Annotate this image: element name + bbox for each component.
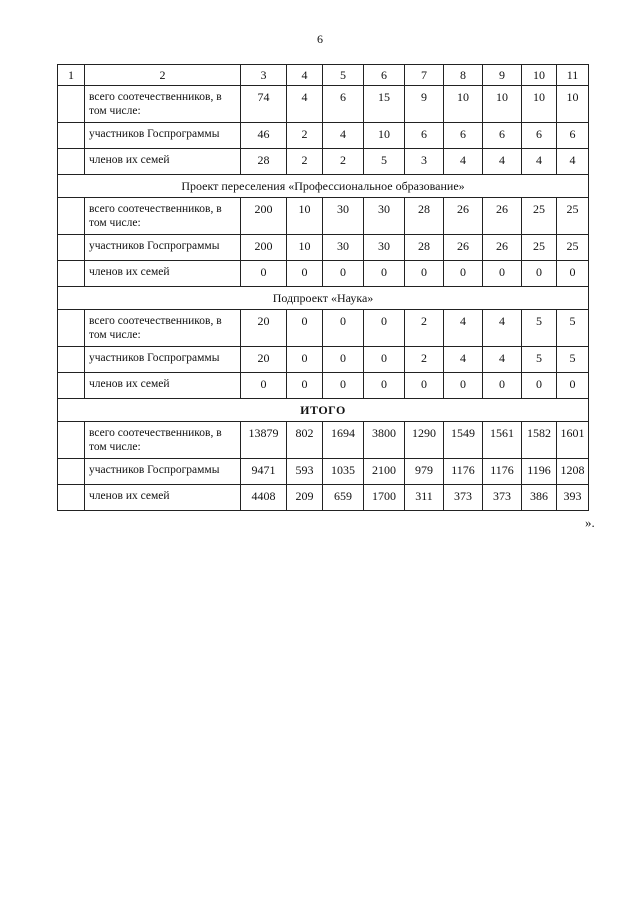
value-cell: 74 — [241, 86, 287, 123]
value-cell: 1176 — [483, 459, 522, 485]
value-cell: 4 — [444, 347, 483, 373]
value-cell: 0 — [444, 373, 483, 399]
table-row — [58, 485, 589, 511]
row-label: участников Госпрограммы — [85, 123, 241, 149]
value-cell: 0 — [444, 261, 483, 287]
value-cell: 1561 — [483, 422, 522, 459]
value-cell: 0 — [522, 261, 557, 287]
value-cell: 4 — [557, 149, 589, 175]
value-cell: 28 — [405, 235, 444, 261]
value-cell: 311 — [405, 485, 444, 511]
value-cell: 386 — [522, 485, 557, 511]
value-cell: 26 — [483, 235, 522, 261]
header-row — [58, 65, 589, 86]
value-cell: 0 — [405, 261, 444, 287]
value-cell: 593 — [287, 459, 323, 485]
value-cell: 2 — [323, 149, 364, 175]
value-cell: 0 — [323, 347, 364, 373]
value-cell: 5 — [364, 149, 405, 175]
value-cell: 10 — [287, 198, 323, 235]
value-cell: 2 — [405, 347, 444, 373]
row-label: всего соотечественников, в том числе: — [85, 198, 241, 235]
value-cell: 6 — [444, 123, 483, 149]
value-cell: 10 — [522, 86, 557, 123]
value-cell: 4 — [522, 149, 557, 175]
value-cell: 0 — [323, 373, 364, 399]
table-row — [58, 198, 589, 235]
value-cell: 25 — [522, 235, 557, 261]
row-label: членов их семей — [85, 485, 241, 511]
index-cell — [58, 86, 85, 123]
value-cell: 3800 — [364, 422, 405, 459]
header-cell: 5 — [323, 65, 364, 86]
index-cell — [58, 198, 85, 235]
table-row — [58, 261, 589, 287]
value-cell: 0 — [287, 310, 323, 347]
row-label: участников Госпрограммы — [85, 235, 241, 261]
row-label: членов их семей — [85, 149, 241, 175]
row-label: участников Госпрограммы — [85, 347, 241, 373]
value-cell: 46 — [241, 123, 287, 149]
header-cell: 11 — [557, 65, 589, 86]
table-body — [58, 65, 589, 511]
value-cell: 20 — [241, 347, 287, 373]
value-cell: 3 — [405, 149, 444, 175]
header-cell: 6 — [364, 65, 405, 86]
value-cell: 0 — [483, 261, 522, 287]
value-cell: 30 — [364, 198, 405, 235]
value-cell: 1549 — [444, 422, 483, 459]
value-cell: 4408 — [241, 485, 287, 511]
value-cell: 1176 — [444, 459, 483, 485]
value-cell: 20 — [241, 310, 287, 347]
value-cell: 200 — [241, 235, 287, 261]
value-cell: 6 — [405, 123, 444, 149]
value-cell: 1601 — [557, 422, 589, 459]
value-cell: 13879 — [241, 422, 287, 459]
value-cell: 10 — [557, 86, 589, 123]
row-label: всего соотечественников, в том числе: — [85, 310, 241, 347]
value-cell: 393 — [557, 485, 589, 511]
value-cell: 4 — [483, 149, 522, 175]
value-cell: 6 — [323, 86, 364, 123]
value-cell: 0 — [557, 373, 589, 399]
header-cell: 1 — [58, 65, 85, 86]
value-cell: 5 — [557, 347, 589, 373]
section-title: Подпроект «Наука» — [58, 287, 589, 310]
value-cell: 6 — [557, 123, 589, 149]
value-cell: 0 — [364, 310, 405, 347]
value-cell: 5 — [557, 310, 589, 347]
value-cell: 0 — [364, 261, 405, 287]
value-cell: 2 — [405, 310, 444, 347]
value-cell: 0 — [364, 347, 405, 373]
index-cell — [58, 235, 85, 261]
value-cell: 802 — [287, 422, 323, 459]
value-cell: 28 — [405, 198, 444, 235]
value-cell: 4 — [323, 123, 364, 149]
closing-quote-mark: ». — [585, 515, 595, 530]
value-cell: 15 — [364, 86, 405, 123]
page-number: 6 — [317, 32, 323, 46]
row-label: членов их семей — [85, 261, 241, 287]
value-cell: 4 — [483, 347, 522, 373]
table-row — [58, 149, 589, 175]
value-cell: 0 — [241, 261, 287, 287]
value-cell: 200 — [241, 198, 287, 235]
value-cell: 1196 — [522, 459, 557, 485]
section-title: ИТОГО — [58, 399, 589, 422]
table-row — [58, 459, 589, 485]
row-label: участников Госпрограммы — [85, 459, 241, 485]
table-row — [58, 123, 589, 149]
value-cell: 373 — [483, 485, 522, 511]
value-cell: 373 — [444, 485, 483, 511]
value-cell: 4 — [287, 86, 323, 123]
value-cell: 4 — [483, 310, 522, 347]
value-cell: 28 — [241, 149, 287, 175]
value-cell: 26 — [444, 198, 483, 235]
index-cell — [58, 422, 85, 459]
value-cell: 1035 — [323, 459, 364, 485]
value-cell: 5 — [522, 347, 557, 373]
value-cell: 1694 — [323, 422, 364, 459]
value-cell: 0 — [522, 373, 557, 399]
value-cell: 25 — [522, 198, 557, 235]
value-cell: 4 — [444, 149, 483, 175]
row-label: членов их семей — [85, 373, 241, 399]
index-cell — [58, 261, 85, 287]
index-cell — [58, 123, 85, 149]
header-cell: 10 — [522, 65, 557, 86]
value-cell: 10 — [364, 123, 405, 149]
value-cell: 2 — [287, 123, 323, 149]
value-cell: 26 — [444, 235, 483, 261]
value-cell: 2 — [287, 149, 323, 175]
value-cell: 6 — [483, 123, 522, 149]
index-cell — [58, 373, 85, 399]
header-cell: 9 — [483, 65, 522, 86]
table-row — [58, 310, 589, 347]
value-cell: 1700 — [364, 485, 405, 511]
value-cell: 0 — [241, 373, 287, 399]
value-cell: 0 — [287, 261, 323, 287]
table-row — [58, 422, 589, 459]
value-cell: 0 — [483, 373, 522, 399]
value-cell: 0 — [287, 347, 323, 373]
section-title-row — [58, 287, 589, 310]
row-label: всего соотечественников, в том числе: — [85, 422, 241, 459]
section-title-row — [58, 175, 589, 198]
header-cell: 3 — [241, 65, 287, 86]
value-cell: 6 — [522, 123, 557, 149]
value-cell: 25 — [557, 198, 589, 235]
value-cell: 30 — [323, 198, 364, 235]
value-cell: 30 — [323, 235, 364, 261]
value-cell: 26 — [483, 198, 522, 235]
value-cell: 0 — [323, 261, 364, 287]
value-cell: 1208 — [557, 459, 589, 485]
value-cell: 2100 — [364, 459, 405, 485]
value-cell: 0 — [557, 261, 589, 287]
data-table — [57, 64, 589, 511]
table-row — [58, 373, 589, 399]
value-cell: 0 — [364, 373, 405, 399]
value-cell: 5 — [522, 310, 557, 347]
header-cell: 8 — [444, 65, 483, 86]
value-cell: 659 — [323, 485, 364, 511]
index-cell — [58, 149, 85, 175]
section-title-row — [58, 399, 589, 422]
header-cell: 2 — [85, 65, 241, 86]
header-cell: 4 — [287, 65, 323, 86]
index-cell — [58, 459, 85, 485]
value-cell: 0 — [323, 310, 364, 347]
value-cell: 9471 — [241, 459, 287, 485]
value-cell: 10 — [287, 235, 323, 261]
index-cell — [58, 485, 85, 511]
index-cell — [58, 310, 85, 347]
value-cell: 209 — [287, 485, 323, 511]
value-cell: 0 — [287, 373, 323, 399]
index-cell — [58, 347, 85, 373]
value-cell: 10 — [483, 86, 522, 123]
row-label: всего соотечественников, в том числе: — [85, 86, 241, 123]
table-row — [58, 347, 589, 373]
value-cell: 1582 — [522, 422, 557, 459]
value-cell: 10 — [444, 86, 483, 123]
table-row — [58, 86, 589, 123]
value-cell: 0 — [405, 373, 444, 399]
value-cell: 979 — [405, 459, 444, 485]
value-cell: 25 — [557, 235, 589, 261]
header-cell: 7 — [405, 65, 444, 86]
section-title: Проект переселения «Профессиональное образование» — [58, 175, 589, 198]
value-cell: 4 — [444, 310, 483, 347]
table-row — [58, 235, 589, 261]
value-cell: 30 — [364, 235, 405, 261]
value-cell: 9 — [405, 86, 444, 123]
value-cell: 1290 — [405, 422, 444, 459]
